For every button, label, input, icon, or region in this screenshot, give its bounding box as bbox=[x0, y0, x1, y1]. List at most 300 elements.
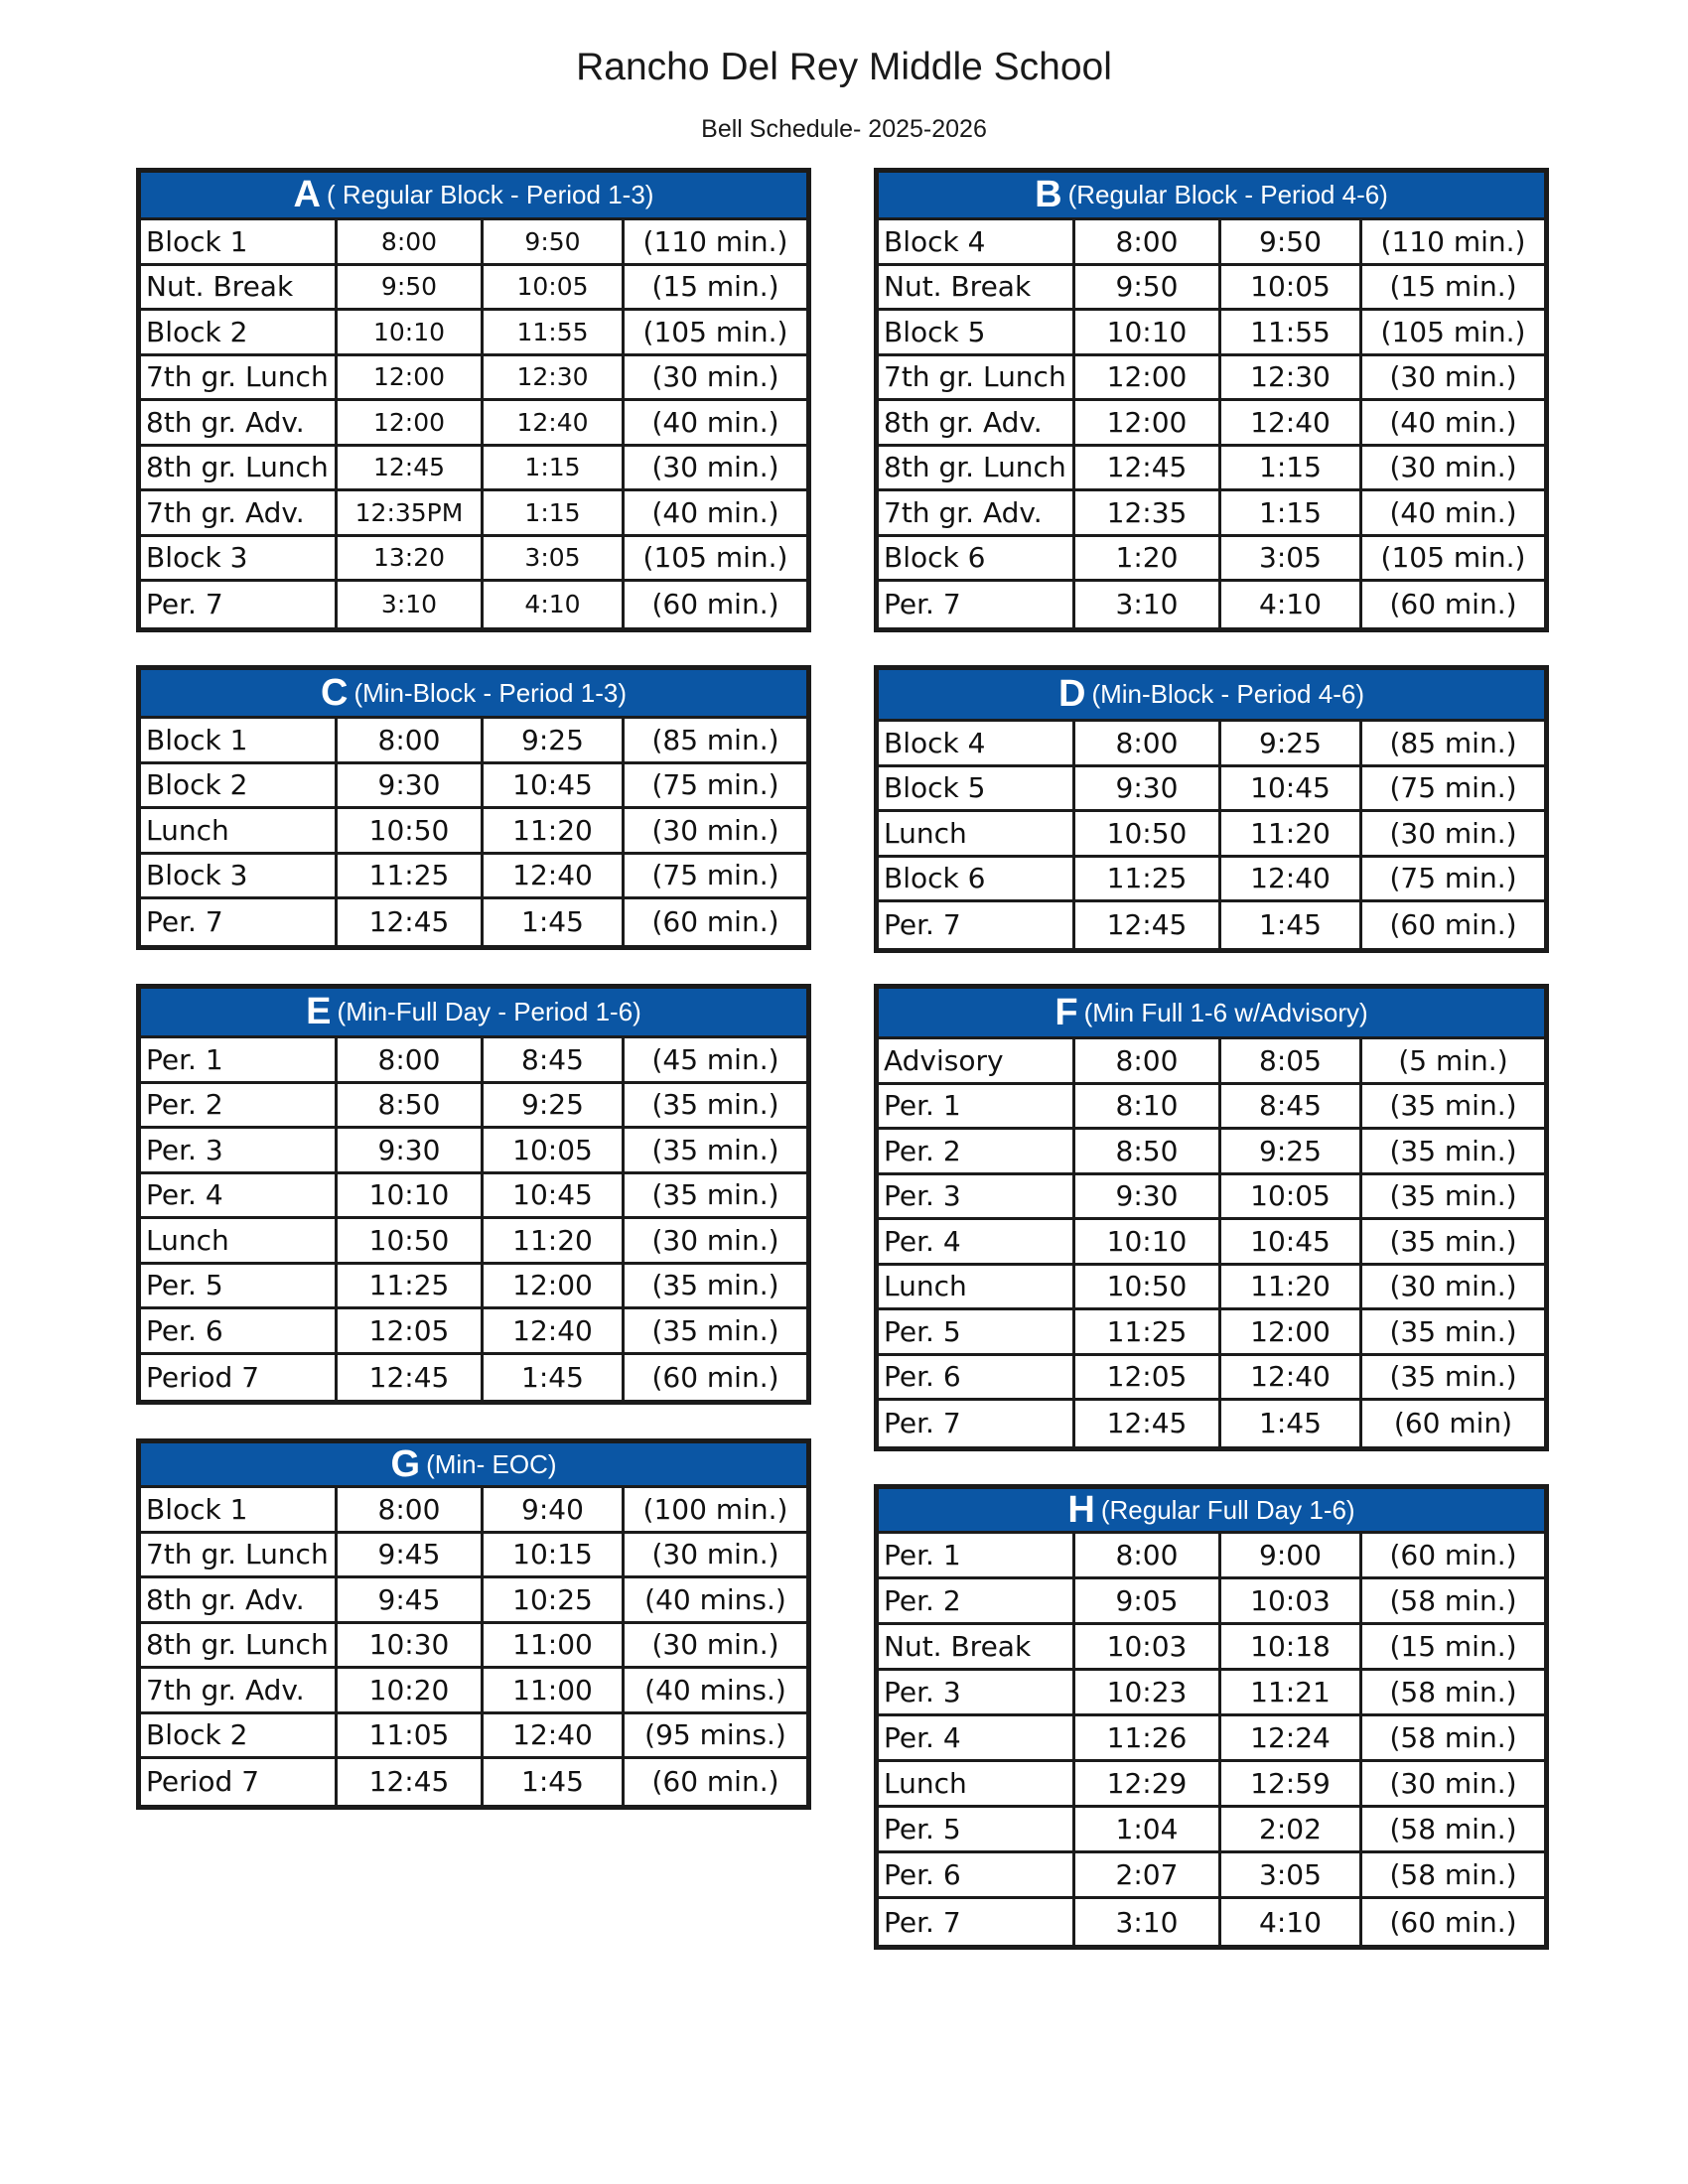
end-time: 11:20 bbox=[484, 1219, 625, 1262]
start-time: 12:29 bbox=[1075, 1762, 1221, 1805]
period-name: Lunch bbox=[879, 1762, 1075, 1805]
duration: (75 min.) bbox=[651, 859, 779, 892]
table-row bbox=[879, 858, 1544, 903]
period-name: 7th gr. Adv. bbox=[879, 491, 1075, 534]
start-time: 12:00 bbox=[1075, 401, 1221, 444]
table-row bbox=[141, 1038, 806, 1084]
schedule-header bbox=[879, 989, 1544, 1039]
end-time: 11:20 bbox=[1221, 812, 1362, 855]
schedule-header bbox=[141, 670, 806, 719]
table-row bbox=[879, 1220, 1544, 1266]
table-row bbox=[879, 1039, 1544, 1085]
duration: (75 min.) bbox=[1389, 862, 1517, 895]
period-name: Lunch bbox=[879, 812, 1075, 855]
duration: (60 min.) bbox=[1389, 1905, 1517, 1939]
table-row bbox=[141, 1129, 806, 1174]
end-time: 1:45 bbox=[484, 1355, 625, 1401]
end-time: 9:25 bbox=[484, 1084, 625, 1127]
table-row bbox=[879, 447, 1544, 492]
end-time: 9:50 bbox=[484, 220, 625, 263]
schedule-g bbox=[136, 1438, 811, 1810]
table-row bbox=[879, 266, 1544, 312]
start-time: 9:30 bbox=[338, 1129, 484, 1171]
period-name: 8th gr. Adv. bbox=[879, 401, 1075, 444]
start-time: 3:10 bbox=[1075, 1899, 1221, 1945]
end-time: 9:25 bbox=[1221, 1130, 1362, 1172]
period-name: Lunch bbox=[141, 1219, 338, 1262]
start-time: 9:30 bbox=[1075, 767, 1221, 810]
schedule-letter: D bbox=[1058, 673, 1086, 715]
start-time: 12:45 bbox=[1075, 902, 1221, 948]
table-row bbox=[141, 491, 806, 537]
period-name: Per. 4 bbox=[879, 1220, 1075, 1263]
table-row bbox=[879, 1671, 1544, 1716]
end-time: 12:40 bbox=[1221, 1356, 1362, 1399]
start-time: 3:10 bbox=[338, 582, 484, 627]
period-name: Per. 2 bbox=[141, 1084, 338, 1127]
start-time: 8:00 bbox=[1075, 220, 1221, 263]
end-time: 8:05 bbox=[1221, 1039, 1362, 1082]
schedule-letter: F bbox=[1055, 991, 1078, 1033]
start-time: 12:45 bbox=[1075, 447, 1221, 489]
period-name: Per. 1 bbox=[879, 1085, 1075, 1128]
start-time: 12:05 bbox=[338, 1309, 484, 1352]
duration: (30 min.) bbox=[651, 1538, 779, 1571]
end-time: 1:15 bbox=[484, 491, 625, 534]
table-row bbox=[879, 1175, 1544, 1221]
period-name: Block 2 bbox=[141, 764, 338, 807]
table-row bbox=[141, 899, 806, 945]
period-name: Block 3 bbox=[141, 855, 338, 897]
period-name: 8th gr. Adv. bbox=[141, 401, 338, 444]
start-time: 13:20 bbox=[338, 537, 484, 580]
schedule-e bbox=[136, 984, 811, 1405]
period-name: Per. 5 bbox=[879, 1808, 1075, 1850]
start-time: 8:10 bbox=[1075, 1085, 1221, 1128]
duration: (60 min.) bbox=[1389, 588, 1517, 621]
start-time: 1:04 bbox=[1075, 1808, 1221, 1850]
start-time: 11:25 bbox=[1075, 858, 1221, 900]
duration: (35 min.) bbox=[1389, 1134, 1517, 1167]
table-row bbox=[879, 1130, 1544, 1175]
duration: (105 min.) bbox=[642, 541, 788, 575]
table-row bbox=[141, 1534, 806, 1579]
table-row bbox=[879, 1899, 1544, 1945]
period-name: Block 1 bbox=[141, 719, 338, 761]
end-time: 10:05 bbox=[484, 266, 625, 309]
end-time: 9:40 bbox=[484, 1488, 625, 1531]
table-row bbox=[879, 1356, 1544, 1402]
schedule-b bbox=[874, 168, 1549, 632]
period-name: Per. 5 bbox=[141, 1265, 338, 1307]
start-time: 10:50 bbox=[1075, 812, 1221, 855]
duration: (85 min.) bbox=[651, 723, 779, 756]
table-row bbox=[141, 1714, 806, 1760]
period-name: 8th gr. Lunch bbox=[141, 1624, 338, 1667]
table-row bbox=[879, 401, 1544, 447]
table-row bbox=[141, 1355, 806, 1401]
period-name: Per. 6 bbox=[141, 1309, 338, 1352]
schedule-label: (Regular Full Day 1-6) bbox=[1100, 1494, 1355, 1525]
duration: (30 min.) bbox=[1389, 451, 1517, 484]
period-name: 7th gr. Adv. bbox=[141, 491, 338, 534]
end-time: 3:05 bbox=[1221, 1853, 1362, 1896]
period-name: Block 2 bbox=[141, 1714, 338, 1757]
duration: (30 min.) bbox=[1389, 1767, 1517, 1800]
start-time: 9:50 bbox=[1075, 266, 1221, 309]
schedule-label: (Min-Block - Period 4-6) bbox=[1091, 679, 1364, 709]
schedule-letter: B bbox=[1035, 174, 1062, 215]
start-time: 10:10 bbox=[1075, 1220, 1221, 1263]
duration: (30 min.) bbox=[1389, 1270, 1517, 1303]
start-time: 10:50 bbox=[338, 1219, 484, 1262]
period-name: Per. 5 bbox=[879, 1310, 1075, 1353]
start-time: 10:30 bbox=[338, 1624, 484, 1667]
duration: (110 min.) bbox=[1380, 224, 1526, 258]
end-time: 10:05 bbox=[1221, 266, 1362, 309]
start-time: 11:25 bbox=[1075, 1310, 1221, 1353]
duration: (60 min.) bbox=[651, 1360, 779, 1394]
schedule-letter: C bbox=[321, 671, 349, 714]
start-time: 9:45 bbox=[338, 1578, 484, 1621]
duration: (58 min.) bbox=[1389, 1676, 1517, 1708]
table-row bbox=[879, 1085, 1544, 1131]
duration: (100 min.) bbox=[642, 1492, 788, 1526]
start-time: 10:50 bbox=[338, 809, 484, 852]
period-name: 7th gr. Lunch bbox=[141, 356, 338, 399]
end-time: 12:40 bbox=[484, 401, 625, 444]
schedule-header bbox=[141, 989, 806, 1038]
table-row bbox=[141, 1669, 806, 1714]
duration: (40 min.) bbox=[1389, 405, 1517, 439]
table-row bbox=[141, 1084, 806, 1130]
schedule-header bbox=[879, 1489, 1544, 1534]
table-row bbox=[141, 1624, 806, 1670]
start-time: 12:35 bbox=[1075, 491, 1221, 534]
end-time: 12:30 bbox=[484, 356, 625, 399]
schedule-c bbox=[136, 665, 811, 950]
duration: (35 min.) bbox=[1389, 1179, 1517, 1213]
duration: (35 min.) bbox=[1389, 1314, 1517, 1348]
duration: (30 min.) bbox=[651, 1628, 779, 1662]
duration: (105 min.) bbox=[1380, 541, 1526, 575]
table-row bbox=[141, 311, 806, 356]
end-time: 12:40 bbox=[484, 855, 625, 897]
duration: (45 min.) bbox=[651, 1042, 779, 1076]
end-time: 9:25 bbox=[484, 719, 625, 761]
duration: (35 min.) bbox=[651, 1088, 779, 1122]
period-name: Per. 1 bbox=[141, 1038, 338, 1081]
period-name: Block 4 bbox=[879, 722, 1075, 764]
start-time: 12:05 bbox=[1075, 1356, 1221, 1399]
start-time: 9:05 bbox=[1075, 1579, 1221, 1622]
start-time: 12:45 bbox=[338, 1759, 484, 1805]
start-time: 10:23 bbox=[1075, 1671, 1221, 1713]
duration: (30 min.) bbox=[1389, 360, 1517, 394]
start-time: 8:00 bbox=[1075, 1039, 1221, 1082]
table-row bbox=[141, 1309, 806, 1355]
start-time: 12:45 bbox=[338, 447, 484, 489]
period-name: Per. 6 bbox=[879, 1853, 1075, 1896]
table-row bbox=[141, 582, 806, 627]
period-name: Block 1 bbox=[141, 220, 338, 263]
period-name: Per. 4 bbox=[879, 1716, 1075, 1759]
table-row bbox=[141, 220, 806, 266]
page-title: Rancho Del Rey Middle School bbox=[576, 46, 1112, 88]
end-time: 10:05 bbox=[484, 1129, 625, 1171]
end-time: 4:10 bbox=[484, 582, 625, 627]
table-row bbox=[879, 537, 1544, 583]
table-row bbox=[879, 1534, 1544, 1579]
table-row bbox=[879, 1266, 1544, 1311]
duration: (35 min.) bbox=[651, 1269, 779, 1302]
schedule-header bbox=[879, 173, 1544, 220]
end-time: 12:00 bbox=[1221, 1310, 1362, 1353]
schedule-label: (Regular Block - Period 4-6) bbox=[1067, 180, 1388, 209]
table-row bbox=[879, 767, 1544, 813]
end-time: 11:21 bbox=[1221, 1671, 1362, 1713]
duration: (60 min.) bbox=[651, 905, 779, 939]
period-name: Period 7 bbox=[141, 1355, 338, 1401]
end-time: 10:18 bbox=[1221, 1625, 1362, 1668]
duration: (75 min.) bbox=[651, 768, 779, 802]
start-time: 1:20 bbox=[1075, 537, 1221, 580]
table-row bbox=[879, 812, 1544, 858]
period-name: Per. 6 bbox=[879, 1356, 1075, 1399]
period-name: 8th gr. Lunch bbox=[879, 447, 1075, 489]
period-name: Per. 3 bbox=[879, 1175, 1075, 1218]
duration: (30 min.) bbox=[651, 813, 779, 847]
end-time: 11:55 bbox=[484, 311, 625, 353]
period-name: Block 5 bbox=[879, 311, 1075, 353]
period-name: Block 1 bbox=[141, 1488, 338, 1531]
table-row bbox=[141, 809, 806, 855]
duration: (35 min.) bbox=[651, 1133, 779, 1166]
duration: (95 mins.) bbox=[644, 1718, 786, 1752]
schedule-header bbox=[141, 1443, 806, 1488]
end-time: 10:45 bbox=[484, 1174, 625, 1217]
end-time: 10:03 bbox=[1221, 1579, 1362, 1622]
start-time: 8:00 bbox=[338, 719, 484, 761]
start-time: 11:25 bbox=[338, 855, 484, 897]
schedule-letter: H bbox=[1067, 1488, 1095, 1531]
end-time: 11:00 bbox=[484, 1624, 625, 1667]
period-name: Per. 7 bbox=[879, 582, 1075, 627]
period-name: Block 6 bbox=[879, 858, 1075, 900]
duration: (40 mins.) bbox=[644, 1582, 786, 1616]
duration: (58 min.) bbox=[1389, 1858, 1517, 1891]
start-time: 10:50 bbox=[1075, 1266, 1221, 1308]
duration: (75 min.) bbox=[1389, 771, 1517, 805]
end-time: 9:00 bbox=[1221, 1534, 1362, 1576]
table-row bbox=[141, 764, 806, 810]
table-row bbox=[141, 447, 806, 492]
period-name: Block 5 bbox=[879, 767, 1075, 810]
end-time: 4:10 bbox=[1221, 1899, 1362, 1945]
duration: (58 min.) bbox=[1389, 1813, 1517, 1845]
duration: (5 min.) bbox=[1398, 1043, 1508, 1077]
schedule-h bbox=[874, 1484, 1549, 1950]
start-time: 10:03 bbox=[1075, 1625, 1221, 1668]
start-time: 9:50 bbox=[338, 266, 484, 309]
period-name: Nut. Break bbox=[879, 266, 1075, 309]
period-name: Lunch bbox=[141, 809, 338, 852]
schedule-label: (Min-Full Day - Period 1-6) bbox=[337, 997, 641, 1026]
period-name: Block 2 bbox=[141, 311, 338, 353]
period-name: Per. 7 bbox=[141, 582, 338, 627]
table-row bbox=[879, 1808, 1544, 1853]
end-time: 12:24 bbox=[1221, 1716, 1362, 1759]
table-row bbox=[141, 401, 806, 447]
start-time: 12:00 bbox=[338, 401, 484, 444]
schedule-label: (Min Full 1-6 w/Advisory) bbox=[1083, 997, 1368, 1027]
end-time: 1:45 bbox=[1221, 1401, 1362, 1446]
period-name: Per. 3 bbox=[879, 1671, 1075, 1713]
period-name: Block 6 bbox=[879, 537, 1075, 580]
duration: (105 min.) bbox=[642, 315, 788, 348]
start-time: 10:10 bbox=[1075, 311, 1221, 353]
table-row bbox=[879, 1579, 1544, 1625]
end-time: 9:25 bbox=[1221, 722, 1362, 764]
table-row bbox=[141, 266, 806, 312]
table-row bbox=[879, 491, 1544, 537]
duration: (35 min.) bbox=[1389, 1089, 1517, 1123]
duration: (30 min.) bbox=[651, 1223, 779, 1257]
schedule-header bbox=[141, 173, 806, 220]
end-time: 1:45 bbox=[1221, 902, 1362, 948]
duration: (30 min.) bbox=[651, 360, 779, 394]
start-time: 11:25 bbox=[338, 1265, 484, 1307]
table-row bbox=[141, 1578, 806, 1624]
end-time: 1:45 bbox=[484, 899, 625, 945]
period-name: Lunch bbox=[879, 1266, 1075, 1308]
table-row bbox=[141, 1219, 806, 1265]
end-time: 1:15 bbox=[1221, 447, 1362, 489]
start-time: 12:35PM bbox=[338, 491, 484, 534]
end-time: 12:40 bbox=[1221, 401, 1362, 444]
page-subtitle: Bell Schedule- 2025-2026 bbox=[701, 115, 987, 143]
duration: (40 mins.) bbox=[644, 1673, 786, 1706]
end-time: 8:45 bbox=[484, 1038, 625, 1081]
end-time: 11:20 bbox=[484, 809, 625, 852]
table-row bbox=[879, 1716, 1544, 1762]
table-row bbox=[141, 855, 806, 900]
table-row bbox=[879, 1625, 1544, 1671]
duration: (30 min.) bbox=[1389, 816, 1517, 850]
period-name: Block 4 bbox=[879, 220, 1075, 263]
end-time: 10:15 bbox=[484, 1534, 625, 1576]
start-time: 12:00 bbox=[1075, 356, 1221, 399]
start-time: 12:45 bbox=[1075, 1401, 1221, 1446]
start-time: 11:05 bbox=[338, 1714, 484, 1757]
duration: (60 min.) bbox=[1389, 1539, 1517, 1571]
start-time: 9:30 bbox=[1075, 1175, 1221, 1218]
duration: (15 min.) bbox=[651, 270, 779, 304]
end-time: 12:40 bbox=[484, 1714, 625, 1757]
period-name: 7th gr. Lunch bbox=[879, 356, 1075, 399]
schedule-letter: E bbox=[306, 991, 332, 1032]
end-time: 9:50 bbox=[1221, 220, 1362, 263]
duration: (40 min.) bbox=[1389, 495, 1517, 529]
table-row bbox=[141, 1174, 806, 1220]
duration: (58 min.) bbox=[1389, 1721, 1517, 1754]
schedule-letter: A bbox=[293, 174, 321, 215]
start-time: 12:45 bbox=[338, 1355, 484, 1401]
start-time: 8:00 bbox=[338, 220, 484, 263]
schedule-label: ( Regular Block - Period 1-3) bbox=[326, 180, 654, 209]
end-time: 1:15 bbox=[1221, 491, 1362, 534]
start-time: 3:10 bbox=[1075, 582, 1221, 627]
start-time: 8:00 bbox=[338, 1038, 484, 1081]
table-row bbox=[141, 537, 806, 583]
start-time: 9:30 bbox=[338, 764, 484, 807]
start-time: 10:10 bbox=[338, 1174, 484, 1217]
duration: (85 min.) bbox=[1389, 726, 1517, 759]
end-time: 11:20 bbox=[1221, 1266, 1362, 1308]
schedule-d bbox=[874, 665, 1549, 953]
start-time: 12:45 bbox=[338, 899, 484, 945]
table-row bbox=[879, 1401, 1544, 1446]
period-name: Block 3 bbox=[141, 537, 338, 580]
end-time: 12:30 bbox=[1221, 356, 1362, 399]
start-time: 8:00 bbox=[1075, 722, 1221, 764]
end-time: 3:05 bbox=[484, 537, 625, 580]
period-name: Per. 7 bbox=[879, 1401, 1075, 1446]
schedule-f bbox=[874, 984, 1549, 1451]
start-time: 8:00 bbox=[1075, 1534, 1221, 1576]
start-time: 10:10 bbox=[338, 311, 484, 353]
end-time: 11:00 bbox=[484, 1669, 625, 1711]
end-time: 10:05 bbox=[1221, 1175, 1362, 1218]
duration: (110 min.) bbox=[642, 224, 788, 258]
table-row bbox=[879, 902, 1544, 948]
period-name: Per. 7 bbox=[879, 902, 1075, 948]
start-time: 8:00 bbox=[338, 1488, 484, 1531]
period-name: Per. 7 bbox=[879, 1899, 1075, 1945]
schedule-letter: G bbox=[390, 1442, 421, 1485]
duration: (35 min.) bbox=[651, 1178, 779, 1212]
duration: (15 min.) bbox=[1389, 270, 1517, 304]
table-row bbox=[879, 1310, 1544, 1356]
period-name: Period 7 bbox=[141, 1759, 338, 1805]
duration: (58 min.) bbox=[1389, 1584, 1517, 1617]
table-row bbox=[141, 719, 806, 764]
table-row bbox=[141, 1488, 806, 1534]
period-name: Advisory bbox=[879, 1039, 1075, 1082]
duration: (60 min) bbox=[1393, 1407, 1513, 1440]
schedule-header bbox=[879, 670, 1544, 722]
table-row bbox=[879, 356, 1544, 402]
table-row bbox=[879, 1762, 1544, 1808]
start-time: 9:45 bbox=[338, 1534, 484, 1576]
table-row bbox=[879, 311, 1544, 356]
duration: (35 min.) bbox=[1389, 1360, 1517, 1394]
duration: (35 min.) bbox=[1389, 1224, 1517, 1258]
duration: (60 min.) bbox=[651, 1765, 779, 1799]
period-name: 8th gr. Adv. bbox=[141, 1578, 338, 1621]
period-name: Per. 2 bbox=[879, 1579, 1075, 1622]
end-time: 11:55 bbox=[1221, 311, 1362, 353]
table-row bbox=[879, 220, 1544, 266]
table-row bbox=[879, 582, 1544, 627]
period-name: Nut. Break bbox=[141, 266, 338, 309]
start-time: 12:00 bbox=[338, 356, 484, 399]
end-time: 12:40 bbox=[1221, 858, 1362, 900]
end-time: 12:40 bbox=[484, 1309, 625, 1352]
start-time: 8:50 bbox=[1075, 1130, 1221, 1172]
end-time: 12:00 bbox=[484, 1265, 625, 1307]
end-time: 8:45 bbox=[1221, 1085, 1362, 1128]
